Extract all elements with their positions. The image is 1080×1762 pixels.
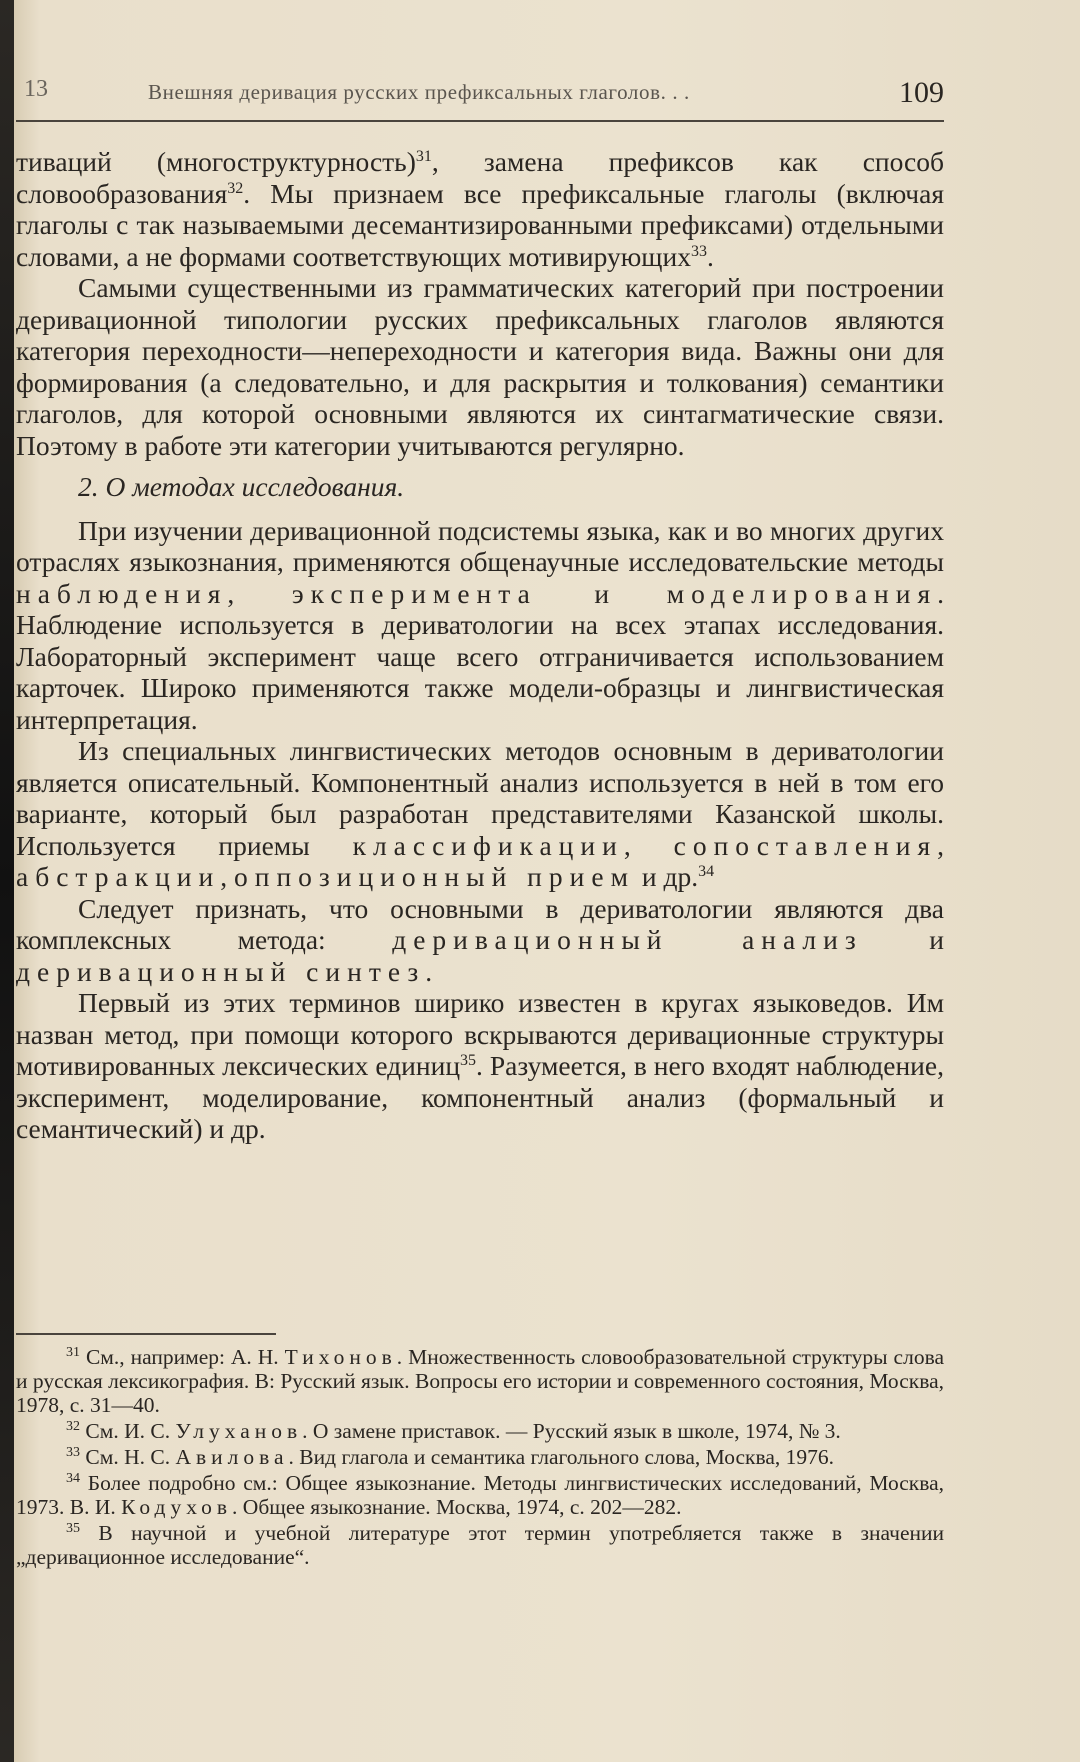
footnote-number: 34 [66,1470,80,1486]
spaced-term: сопоставления [673,829,938,861]
paragraph-1 [16,146,944,272]
spaced-term: деривационный синтез [16,955,426,987]
text: . Общее языкознание. Москва, 1974, с. 202—282. [232,1495,682,1519]
spaced-term: деривационный анализ [392,924,863,955]
footnote-33 [16,1445,944,1469]
text: , [220,861,234,892]
paragraph-2: Самыми существенными из грамматических категорий при построении деривационной типологии русских префиксальных глаголов являются категория переходности—непереходности и категория вида. Важны они для формирования (а следовательно, и для раскрытия и толкования) семантики глаголов, для которой основными являются их синтагматические связи. Поэтому в работе эти категории учитываются регулярно. [16,272,944,461]
paragraph-5 [16,893,944,988]
text: , замена префиксов как способ словообразования [16,146,945,209]
paragraph-4 [16,735,944,893]
text: и [536,577,667,609]
text: Первый из этих терминов ширико известен в кругах языковедов. Им назван метод, при помощи которого вскрываются деривационные структуры мотивированных лексических единиц [16,987,944,1081]
footnote-number: 31 [66,1344,80,1360]
text: Более подробно см.: Общее языкознание. Методы лингвистических исследований, Москва, 1973. В. И. [16,1471,945,1519]
footnote-separator [16,1333,276,1335]
running-title: Внешняя деривация русских префиксальных глаголов. . . [148,80,690,104]
spaced-term: моделирования [666,577,938,609]
author-name: Тихонов [284,1345,397,1369]
text: . О замене приставок. — Русский язык в школе, 1974, № 3. [302,1419,841,1443]
spaced-term: классификации [352,829,624,861]
spaced-term: эксперимента [291,577,537,609]
text: . Наблюдение используется в дериватологии на всех этапах исследования. Лабораторный эксперимент чаще всего отграничивается использованием карточек. Широко применяются также модели-образцы и лингвистическая интерпретация. [16,577,945,735]
text: . Вид глагола и семантика глагольного слова, Москва, 1976. [288,1445,835,1469]
footnote-number: 32 [66,1418,80,1434]
author-name: Улуханов [175,1419,303,1443]
text: и [862,924,945,955]
text: Следует признать, что основными в дериватологии являются два комплексных метода: [16,892,944,955]
text: тиваций (многоструктурность) [16,146,416,177]
author-name: Авилова [175,1445,289,1469]
text: См. Н. С. [85,1445,176,1469]
text: При изучении деривационной подсистемы языка, как и во многих других отраслях языкознания, применяются общенаучные исследовательские методы [16,514,944,577]
spaced-term: оппозиционный прием [233,861,635,892]
footnote-number: 35 [66,1520,80,1536]
binding-edge [0,0,14,1762]
text: . Мы признаем все префиксальные глаголы (включая глаголы с так называемыми десемантизированными префиксами) отдельными словами, а не формами соответствующих мотивирующих [16,177,944,272]
main-text [16,146,944,1145]
section-title: 2. О методах исследования. [78,471,405,502]
footnote-ref-33[interactable]: 33 [690,242,707,260]
page-number: 109 [899,76,944,109]
paragraph-3 [16,515,944,736]
text: В научной и учебной литературе этот термин употребляется также в значении „деривационное исследование“. [16,1521,945,1569]
footnotes [16,1345,944,1571]
footnote-ref-32[interactable]: 32 [227,179,244,197]
text: . Множественность словообразовательной структуры слова и русская лексикография. В: Русский язык. Вопросы его истории и современного состояния, Москва, 1978, с. 31—40. [16,1345,944,1417]
page-header [16,70,944,122]
spaced-term: абстракции [16,861,221,892]
footnote-35 [16,1521,944,1569]
text: . [706,240,714,272]
footnote-number: 33 [66,1444,80,1460]
text: См. И. С. [85,1419,176,1443]
footnote-ref-31[interactable]: 31 [415,147,432,165]
text: . [425,955,433,987]
text: , [227,577,292,609]
text: и др. [634,861,699,892]
footnote-32 [16,1419,944,1443]
footnote-31 [16,1345,944,1417]
text: , [623,829,674,861]
spaced-term: наблюдения [16,577,228,609]
text: Из специальных лингвистических методов основным в дериватологии является описательный. Компонентный анализ используется в ней в том его варианте, который был разработан представителями Казанской школы. Используется приемы [16,735,944,861]
footnote-34 [16,1471,944,1519]
text: . Разумеется, в него входят наблюдение, эксперимент, моделирование, компонентный анализ (формальный и семантический) и др. [16,1050,944,1144]
author-name: Кодухов [121,1495,233,1519]
paragraph-6 [16,987,944,1145]
signature-mark: 13 [24,76,48,102]
footnote-ref-34[interactable]: 34 [698,862,715,880]
footnote-ref-35[interactable]: 35 [460,1051,477,1069]
text: См., например: А. Н. [85,1345,285,1369]
text: , [937,829,944,861]
